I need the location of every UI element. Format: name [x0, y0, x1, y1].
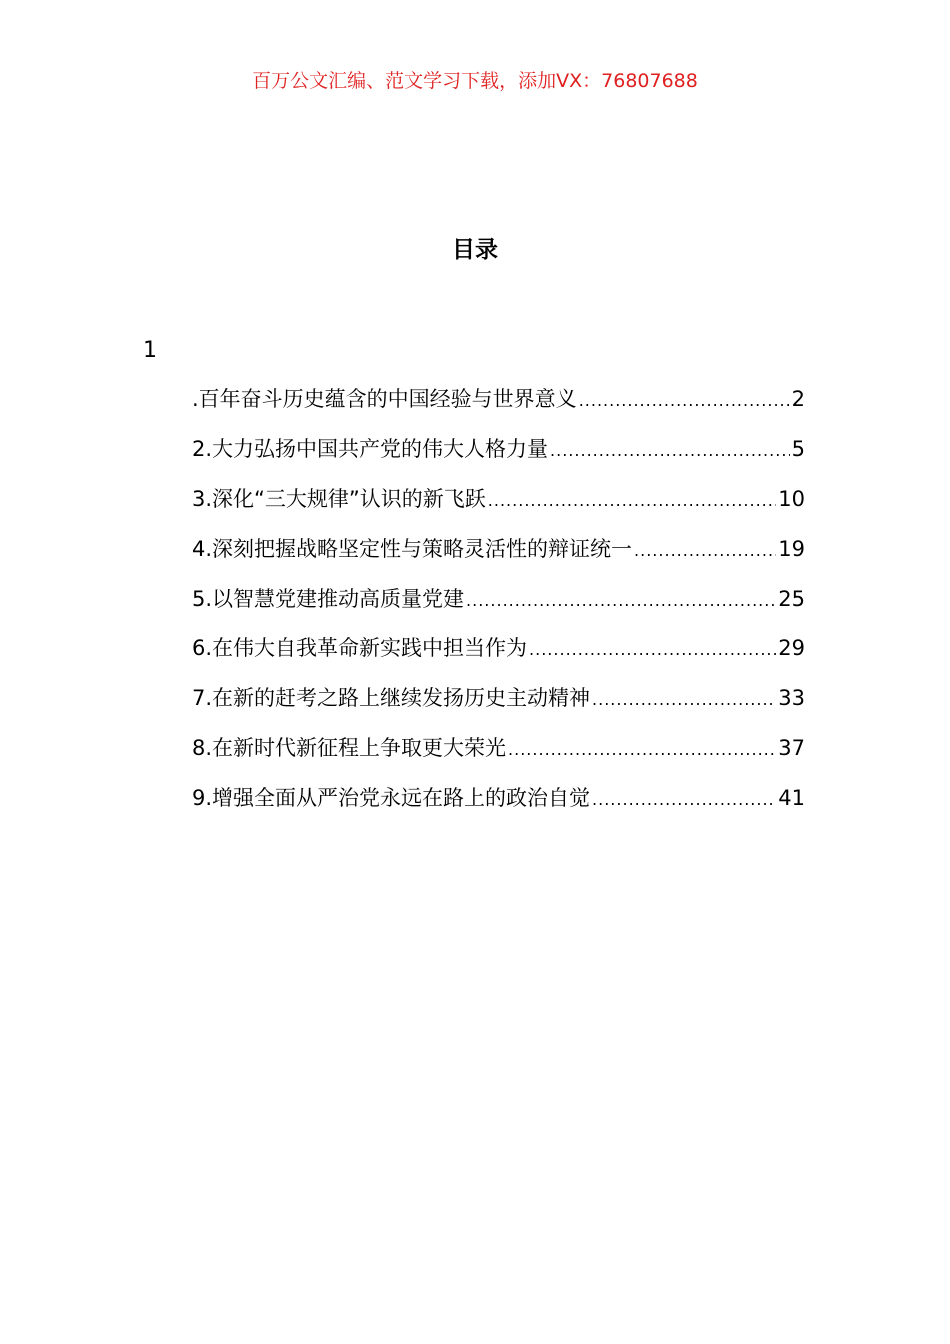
toc-dot-leader	[579, 384, 790, 418]
toc-entry-2[interactable]	[192, 432, 805, 482]
toc-entry-7[interactable]	[192, 681, 805, 731]
toc-entry-text: 5.以智慧党建推动高质量党建	[192, 586, 465, 611]
toc-list	[192, 382, 805, 831]
header-banner: 百万公文汇编、范文学习下载，添加VX：76807688	[252, 70, 698, 92]
toc-entry-8[interactable]	[192, 731, 805, 781]
toc-entry-page: 25	[778, 586, 805, 611]
toc-dot-leader	[466, 584, 776, 618]
toc-entry-page: 33	[778, 686, 805, 711]
toc-dot-leader	[592, 683, 776, 717]
toc-entry-9[interactable]	[192, 781, 805, 831]
toc-dot-leader	[550, 434, 790, 468]
toc-entry-text: 7.在新的赶考之路上继续发扬历史主动精神	[192, 686, 591, 711]
toc-entry-page: 2	[791, 387, 805, 411]
section-number: 1	[143, 338, 157, 363]
toc-entry-text: 3.深化“三大规律”认识的新飞跃	[192, 486, 486, 511]
toc-dot-leader	[488, 484, 776, 518]
toc-entry-6[interactable]	[192, 631, 805, 681]
toc-entry-page: 19	[778, 536, 805, 561]
toc-dot-leader	[508, 733, 776, 767]
toc-entry-text: 2.大力弘扬中国共产党的伟大人格力量	[192, 436, 549, 461]
toc-entry-4[interactable]	[192, 532, 805, 582]
toc-title: 目录	[452, 237, 498, 263]
toc-entry-text: 8.在新时代新征程上争取更大荣光	[192, 736, 507, 761]
toc-entry-page: 37	[778, 736, 805, 761]
toc-entry-page: 29	[778, 636, 805, 661]
toc-entry-5[interactable]	[192, 582, 805, 632]
toc-entry-text: 9.增强全面从严治党永远在路上的政治自觉	[192, 786, 591, 811]
toc-entry-1[interactable]	[192, 382, 805, 432]
toc-entry-page: 5	[791, 436, 805, 461]
toc-entry-page: 41	[778, 786, 805, 811]
toc-entry-text: 4.深刻把握战略坚定性与策略灵活性的辩证统一	[192, 536, 633, 561]
toc-entry-text: 6.在伟大自我革命新实践中担当作为	[192, 636, 528, 661]
toc-entry-page: 10	[778, 486, 805, 511]
toc-entry-3[interactable]	[192, 482, 805, 532]
toc-dot-leader	[592, 783, 776, 817]
toc-dot-leader	[529, 633, 776, 667]
toc-entry-text: .百年奋斗历史蕴含的中国经验与世界意义	[192, 387, 577, 411]
toc-dot-leader	[634, 534, 776, 568]
